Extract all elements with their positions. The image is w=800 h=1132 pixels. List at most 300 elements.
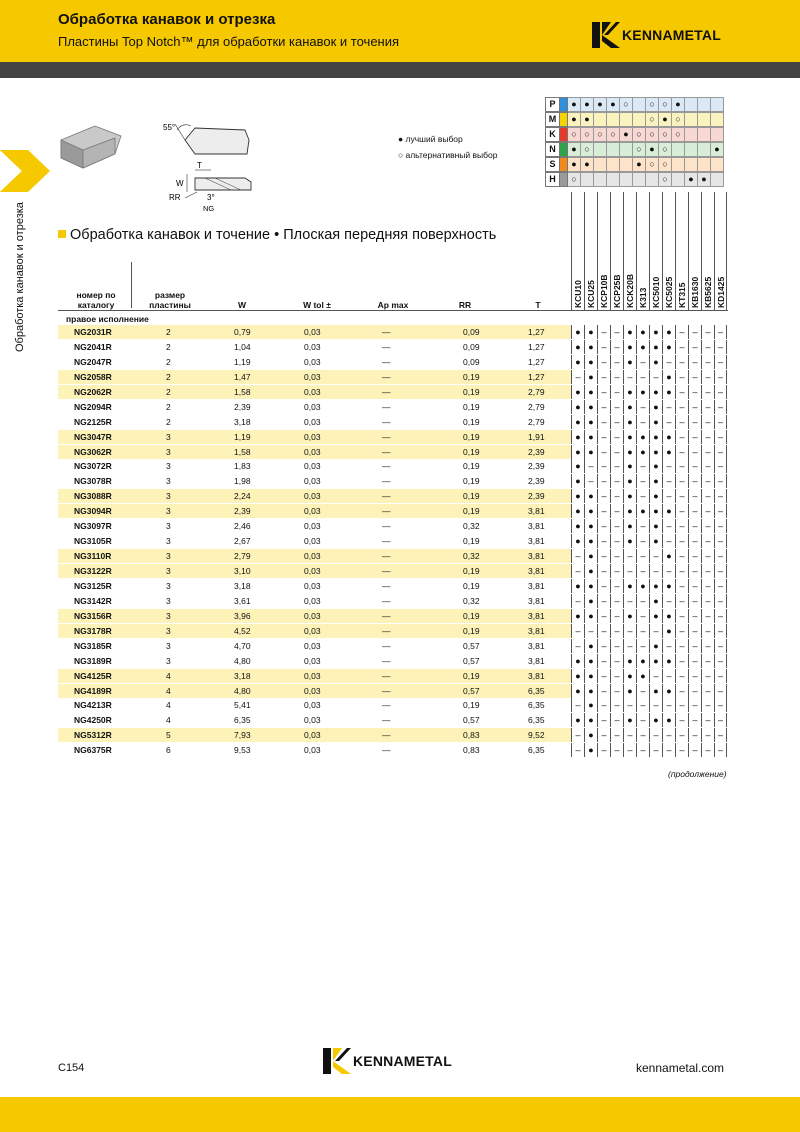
grade-mark: – <box>675 489 688 503</box>
material-grade-mark <box>633 97 646 112</box>
insert-size: 3 <box>166 446 171 457</box>
grade-mark: – <box>571 743 584 757</box>
grade-mark: – <box>610 579 623 593</box>
t-value: 2,39 <box>528 476 545 487</box>
insert-size: 4 <box>166 670 171 681</box>
grade-mark: – <box>701 430 714 444</box>
grade-mark: – <box>636 728 649 742</box>
grade-mark: – <box>610 654 623 668</box>
grade-mark: ● <box>649 684 662 698</box>
tolerance-value: 0,03 <box>304 536 321 547</box>
table-row <box>58 474 728 489</box>
ap-max-value: — <box>382 461 391 472</box>
grade-mark: ● <box>584 564 597 578</box>
grade-mark: ● <box>636 654 649 668</box>
catalog-number: NG3125R <box>74 580 112 591</box>
material-grade-mark: ● <box>568 112 581 127</box>
grade-header <box>623 192 636 310</box>
tolerance-value: 0,03 <box>304 327 321 337</box>
ap-max-value: — <box>382 476 391 487</box>
table-row <box>58 549 728 564</box>
grade-mark: – <box>597 504 610 518</box>
grade-header <box>714 192 727 310</box>
grade-mark: – <box>675 564 688 578</box>
grade-mark: – <box>662 669 675 683</box>
insert-size: 2 <box>166 401 171 412</box>
width-value: 2,39 <box>234 506 251 517</box>
svg-text:W: W <box>176 179 184 188</box>
grade-mark: ● <box>623 385 636 399</box>
grade-mark: ● <box>649 504 662 518</box>
continuation-note: (продолжение) <box>668 769 727 779</box>
grade-mark: – <box>701 504 714 518</box>
grade-mark: – <box>714 459 727 473</box>
grade-mark: ● <box>649 489 662 503</box>
grade-mark: – <box>675 430 688 444</box>
width-value: 1,47 <box>234 371 251 382</box>
material-grade-mark: ● <box>633 157 646 172</box>
material-grade-mark: ○ <box>568 172 581 187</box>
grade-mark: – <box>675 445 688 459</box>
material-grade-mark <box>711 172 724 187</box>
grade-mark: ● <box>571 534 584 548</box>
grade-mark: – <box>701 564 714 578</box>
insert-size: 3 <box>166 640 171 651</box>
grade-mark: ● <box>584 385 597 399</box>
grade-mark: ● <box>662 624 675 638</box>
width-value: 5,41 <box>234 700 251 711</box>
grade-mark: ● <box>571 684 584 698</box>
tolerance-value: 0,03 <box>304 640 321 651</box>
grade-mark: – <box>610 609 623 623</box>
grade-mark: – <box>610 445 623 459</box>
grade-mark: – <box>610 698 623 712</box>
rr-value: 0,19 <box>463 580 480 591</box>
catalog-number: NG4125R <box>74 670 112 681</box>
grade-marks <box>571 684 727 698</box>
grade-mark: – <box>571 370 584 384</box>
rr-value: 0,32 <box>463 595 480 606</box>
catalog-number: NG5312R <box>74 730 112 741</box>
grade-mark: – <box>701 355 714 369</box>
t-value: 3,81 <box>528 536 545 547</box>
grade-mark: – <box>597 564 610 578</box>
grade-mark: – <box>714 594 727 608</box>
col-catalog: номер по каталогу <box>76 290 116 310</box>
grade-mark: – <box>636 474 649 488</box>
rr-value: 0,19 <box>463 371 480 382</box>
grade-mark: – <box>688 698 701 712</box>
material-grade-mark <box>620 112 633 127</box>
grade-mark: – <box>714 400 727 414</box>
grade-mark: – <box>636 355 649 369</box>
grade-mark: ● <box>584 743 597 757</box>
grade-mark: – <box>714 445 727 459</box>
insert-size: 3 <box>166 476 171 487</box>
material-grade-mark: ● <box>568 157 581 172</box>
ap-max-value: — <box>382 595 391 606</box>
grade-header <box>610 192 623 310</box>
material-grade-mark: ○ <box>646 112 659 127</box>
row-data <box>58 684 571 698</box>
grade-mark: ● <box>571 609 584 623</box>
insert-size: 3 <box>166 536 171 547</box>
row-data <box>58 340 571 354</box>
grade-mark: – <box>610 594 623 608</box>
grade-label: KC5025 <box>664 276 674 308</box>
grade-mark: ● <box>584 713 597 727</box>
tolerance-value: 0,03 <box>304 715 321 726</box>
grade-mark: ● <box>636 445 649 459</box>
material-group-row <box>545 112 724 127</box>
grade-marks <box>571 743 727 757</box>
catalog-number: NG2125R <box>74 416 112 427</box>
grade-mark: ● <box>584 370 597 384</box>
material-grade-mark: ○ <box>659 172 672 187</box>
grade-mark: ● <box>649 459 662 473</box>
grade-mark: ● <box>571 325 584 339</box>
tolerance-value: 0,03 <box>304 685 321 696</box>
grade-mark: – <box>610 639 623 653</box>
material-color-swatch <box>560 127 568 142</box>
grade-mark: ● <box>636 385 649 399</box>
width-value: 3,18 <box>234 416 251 427</box>
catalog-number: NG2041R <box>74 341 112 352</box>
grade-mark: – <box>688 474 701 488</box>
grade-marks <box>571 564 727 578</box>
grade-mark: ● <box>584 489 597 503</box>
svg-text:NG: NG <box>203 204 215 213</box>
t-value: 9,52 <box>528 730 545 741</box>
grade-mark: ● <box>623 654 636 668</box>
grade-mark: – <box>701 609 714 623</box>
width-value: 2,24 <box>234 491 251 502</box>
grade-mark: – <box>623 564 636 578</box>
rr-value: 0,32 <box>463 521 480 532</box>
table-row <box>58 698 728 713</box>
tolerance-value: 0,03 <box>304 745 321 756</box>
grade-mark: – <box>688 400 701 414</box>
grade-mark: – <box>701 459 714 473</box>
grade-mark: – <box>636 684 649 698</box>
grade-mark: – <box>662 728 675 742</box>
t-value: 1,27 <box>528 341 545 352</box>
grade-mark: – <box>714 698 727 712</box>
grade-mark: ● <box>571 519 584 533</box>
insert-size: 2 <box>166 416 171 427</box>
legend <box>398 131 497 163</box>
website-link[interactable]: kennametal.com <box>636 1061 725 1075</box>
material-grade-mark <box>594 172 607 187</box>
width-value: 0,79 <box>234 327 251 337</box>
material-grade-mark: ● <box>568 142 581 157</box>
grade-mark: ● <box>649 474 662 488</box>
grade-mark: – <box>610 355 623 369</box>
row-data <box>58 325 571 339</box>
material-grade-mark <box>581 172 594 187</box>
tolerance-value: 0,03 <box>304 610 321 621</box>
grade-mark: – <box>701 639 714 653</box>
rr-value: 0,19 <box>463 461 480 472</box>
rr-value: 0,32 <box>463 551 480 562</box>
width-value: 9,53 <box>234 745 251 756</box>
grade-label: KB5625 <box>703 276 713 308</box>
tolerance-value: 0,03 <box>304 730 321 741</box>
tolerance-value: 0,03 <box>304 491 321 502</box>
grade-mark: – <box>584 474 597 488</box>
material-grade-mark: ○ <box>646 97 659 112</box>
grade-mark: – <box>701 624 714 638</box>
insert-size: 3 <box>166 431 171 442</box>
grade-mark: ● <box>662 430 675 444</box>
grade-mark: – <box>714 325 727 339</box>
grade-mark: – <box>688 713 701 727</box>
grade-mark: – <box>610 430 623 444</box>
grade-mark: – <box>701 489 714 503</box>
grade-marks <box>571 385 727 399</box>
grade-mark: – <box>571 594 584 608</box>
material-group-letter: N <box>545 142 560 157</box>
grade-marks <box>571 415 727 429</box>
catalog-number: NG3072R <box>74 461 112 472</box>
material-grade-mark: ● <box>594 97 607 112</box>
grade-mark: – <box>701 654 714 668</box>
grade-mark: ● <box>662 504 675 518</box>
material-color-swatch <box>560 172 568 187</box>
grade-mark: – <box>597 639 610 653</box>
material-grade-mark: ○ <box>659 157 672 172</box>
grade-mark: ● <box>584 669 597 683</box>
grade-mark: – <box>662 459 675 473</box>
material-grade-mark: ○ <box>568 127 581 142</box>
t-value: 3,81 <box>528 655 545 666</box>
grade-mark: – <box>636 415 649 429</box>
grade-mark: – <box>610 728 623 742</box>
grade-mark: – <box>571 624 584 638</box>
ap-max-value: — <box>382 491 391 502</box>
grade-mark: – <box>597 340 610 354</box>
grade-mark: – <box>649 743 662 757</box>
grade-mark: – <box>597 624 610 638</box>
grade-mark: ● <box>649 325 662 339</box>
grade-mark: ● <box>571 400 584 414</box>
rr-value: 0,19 <box>463 401 480 412</box>
insert-size: 5 <box>166 730 171 741</box>
rr-value: 0,09 <box>463 327 480 337</box>
grade-mark: – <box>701 579 714 593</box>
grade-mark: – <box>597 654 610 668</box>
ap-max-value: — <box>382 655 391 666</box>
grade-mark: ● <box>636 504 649 518</box>
grade-mark: – <box>623 728 636 742</box>
row-data <box>58 669 571 683</box>
t-value: 3,81 <box>528 640 545 651</box>
grade-mark: – <box>701 534 714 548</box>
material-grade-mark: ● <box>607 97 620 112</box>
grade-mark: ● <box>584 654 597 668</box>
material-group-letter: H <box>545 172 560 187</box>
grade-mark: – <box>571 698 584 712</box>
width-value: 1,04 <box>234 341 251 352</box>
grade-mark: ● <box>584 355 597 369</box>
material-grade-mark <box>672 172 685 187</box>
grade-mark: – <box>571 639 584 653</box>
grade-label: KCK20B <box>625 273 635 308</box>
grade-mark: – <box>636 549 649 563</box>
catalog-number: NG3189R <box>74 655 112 666</box>
grade-mark: – <box>597 669 610 683</box>
grade-mark: – <box>610 325 623 339</box>
grade-mark: ● <box>649 609 662 623</box>
grade-mark: – <box>688 624 701 638</box>
material-grade-mark <box>698 157 711 172</box>
grade-mark: – <box>688 609 701 623</box>
t-value: 3,81 <box>528 610 545 621</box>
grade-marks <box>571 594 727 608</box>
catalog-number: NG3097R <box>74 521 112 532</box>
material-group-row <box>545 157 724 172</box>
material-grade-mark <box>711 97 724 112</box>
grade-mark: – <box>701 743 714 757</box>
material-grade-mark <box>685 127 698 142</box>
grade-marks <box>571 669 727 683</box>
grade-mark: – <box>688 654 701 668</box>
grade-mark: – <box>623 698 636 712</box>
grade-header <box>662 192 675 310</box>
grade-mark: – <box>675 415 688 429</box>
grade-mark: – <box>714 355 727 369</box>
catalog-number: NG6375R <box>74 745 112 756</box>
t-value: 6,35 <box>528 715 545 726</box>
row-data <box>58 579 571 593</box>
grade-mark: – <box>597 534 610 548</box>
grade-mark: – <box>714 474 727 488</box>
grade-mark: – <box>701 519 714 533</box>
t-value: 3,81 <box>528 580 545 591</box>
grade-mark: ● <box>662 370 675 384</box>
tolerance-value: 0,03 <box>304 371 321 382</box>
grade-mark: – <box>610 370 623 384</box>
grade-mark: ● <box>584 415 597 429</box>
grade-mark: – <box>688 728 701 742</box>
rr-value: 0,19 <box>463 670 480 681</box>
material-group-letter: K <box>545 127 560 142</box>
width-value: 1,19 <box>234 431 251 442</box>
header-bar <box>0 0 800 62</box>
grade-mark: – <box>597 594 610 608</box>
grade-mark: – <box>597 385 610 399</box>
grade-mark: – <box>701 325 714 339</box>
grade-label: K313 <box>638 287 648 308</box>
row-data <box>58 430 571 444</box>
grade-mark: ● <box>649 430 662 444</box>
ap-max-value: — <box>382 446 391 457</box>
tolerance-value: 0,03 <box>304 401 321 412</box>
tolerance-value: 0,03 <box>304 580 321 591</box>
grade-mark: – <box>623 549 636 563</box>
grade-mark: – <box>675 370 688 384</box>
grade-label: KC5010 <box>651 276 661 308</box>
grade-mark: ● <box>649 445 662 459</box>
grade-mark: – <box>675 459 688 473</box>
material-grade-mark <box>685 157 698 172</box>
table-row <box>58 519 728 534</box>
t-value: 6,35 <box>528 685 545 696</box>
row-data <box>58 400 571 414</box>
row-data <box>58 609 571 623</box>
grade-header <box>597 192 610 310</box>
width-value: 1,19 <box>234 356 251 367</box>
footer-logo <box>323 1048 452 1074</box>
width-value: 1,58 <box>234 386 251 397</box>
ap-max-value: — <box>382 730 391 741</box>
grade-mark: ● <box>636 669 649 683</box>
material-grade-mark <box>594 157 607 172</box>
grade-mark: ● <box>623 504 636 518</box>
grade-mark: ● <box>623 519 636 533</box>
grade-mark: ● <box>584 534 597 548</box>
grade-mark: – <box>610 474 623 488</box>
grade-marks <box>571 624 727 638</box>
grade-mark: – <box>597 355 610 369</box>
grade-mark: – <box>597 549 610 563</box>
grade-marks <box>571 325 727 339</box>
row-data <box>58 519 571 533</box>
material-grade-mark <box>607 172 620 187</box>
grade-mark: – <box>688 504 701 518</box>
table-row <box>58 355 728 370</box>
grade-label: KCP25B <box>612 274 622 308</box>
grade-mark: – <box>610 743 623 757</box>
width-value: 6,35 <box>234 715 251 726</box>
tolerance-value: 0,03 <box>304 551 321 562</box>
sidebar-label: Обработка канавок и отрезка <box>14 202 26 352</box>
grade-header <box>649 192 662 310</box>
col-size: размер пластины <box>149 290 191 310</box>
catalog-number: NG2047R <box>74 356 112 367</box>
svg-text:T: T <box>197 161 202 170</box>
grade-mark: – <box>623 639 636 653</box>
insert-size: 3 <box>166 610 171 621</box>
grade-mark: ● <box>584 445 597 459</box>
tolerance-value: 0,03 <box>304 566 321 576</box>
t-value: 6,35 <box>528 700 545 711</box>
grade-mark: ● <box>649 713 662 727</box>
material-group-letter: M <box>545 112 560 127</box>
material-grade-mark: ● <box>672 97 685 112</box>
material-grade-mark <box>698 142 711 157</box>
insert-size: 3 <box>166 595 171 606</box>
grade-mark: – <box>610 713 623 727</box>
grade-mark: – <box>688 549 701 563</box>
catalog-number: NG2094R <box>74 401 112 412</box>
grade-mark: ● <box>662 713 675 727</box>
table-row <box>58 534 728 549</box>
width-value: 3,96 <box>234 610 251 621</box>
grade-label: KD1425 <box>716 276 726 308</box>
grade-mark: ● <box>649 340 662 354</box>
material-grade-mark: ○ <box>646 157 659 172</box>
material-grade-mark <box>607 142 620 157</box>
svg-text:RR: RR <box>169 193 181 202</box>
rr-value: 0,19 <box>463 700 480 711</box>
grade-mark: ● <box>571 445 584 459</box>
tolerance-value: 0,03 <box>304 431 321 442</box>
material-group-letter: S <box>545 157 560 172</box>
t-value: 2,79 <box>528 386 545 397</box>
grade-mark: ● <box>662 549 675 563</box>
rr-value: 0,19 <box>463 416 480 427</box>
